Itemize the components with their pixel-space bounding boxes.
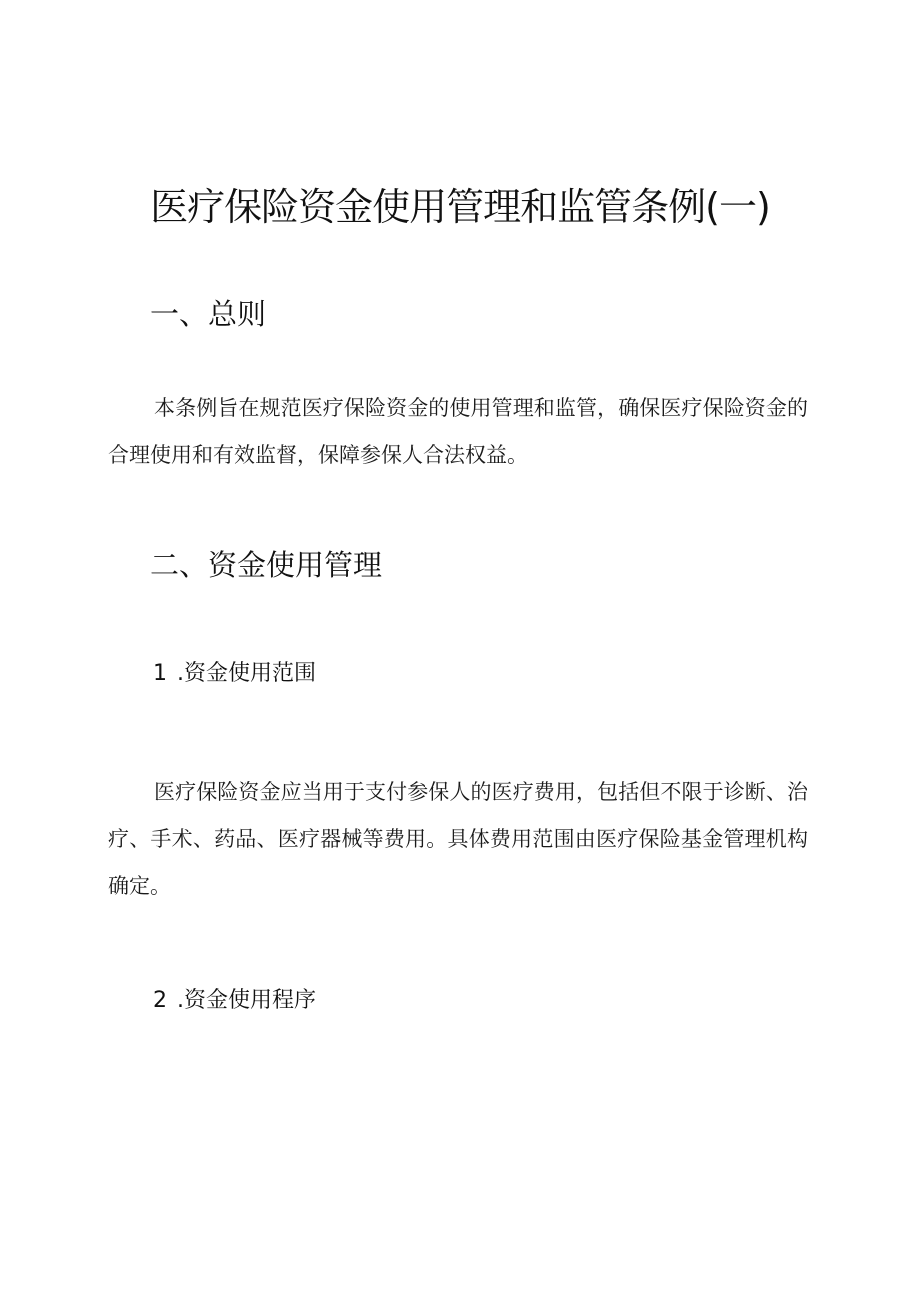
general-paragraph: 本条例旨在规范医疗保险资金的使用管理和监管，确保医疗保险资金的合理使用和有效监督，保障参保人合法权益。 [108, 396, 808, 467]
section-heading-general: 一、总则 [150, 297, 267, 331]
subsection-title: .资金使用范围 [177, 661, 316, 686]
section-heading-fund-management: 二、资金使用管理 [150, 548, 383, 582]
subsection-title: .资金使用程序 [177, 988, 316, 1013]
subsection-number: 1 [153, 661, 167, 686]
subsection-number: 2 [153, 988, 167, 1013]
subsection-heading-fund-procedure [153, 987, 316, 1015]
document-title: 医疗保险资金使用管理和监管条例(一) [150, 185, 770, 229]
fund-scope-paragraph: 医疗保险资金应当用于支付参保人的医疗费用，包括但不限于诊断、治疗、手术、药品、医疗器械等费用。具体费用范围由医疗保险基金管理机构确定。 [108, 780, 808, 898]
subsection-heading-fund-scope [153, 660, 316, 688]
